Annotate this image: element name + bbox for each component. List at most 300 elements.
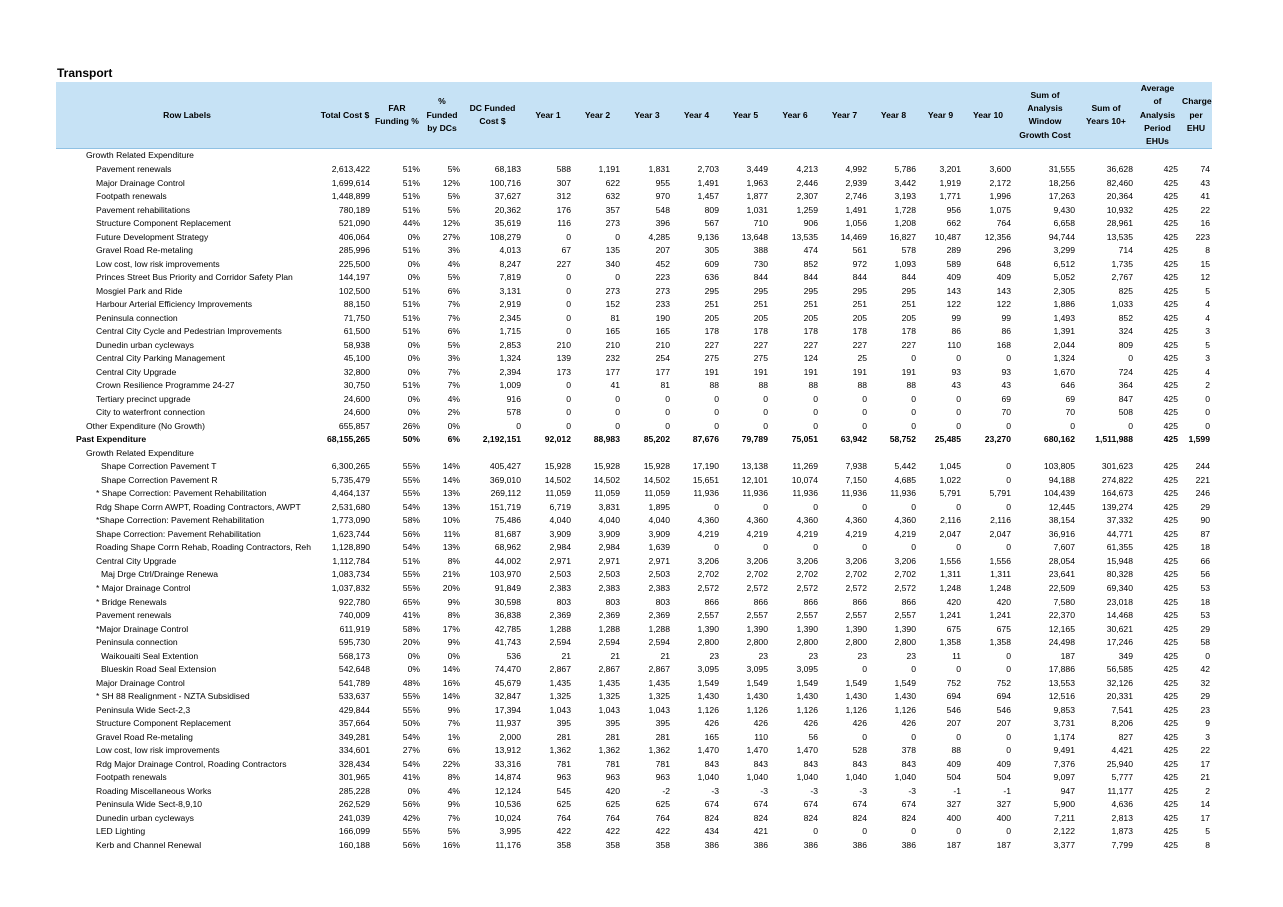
table-cell: 357	[605, 204, 620, 215]
table-cell: 54%	[402, 542, 420, 553]
table-row	[56, 528, 1212, 542]
table-cell: 426	[704, 718, 719, 729]
table-cell: 400	[996, 812, 1011, 823]
table-cell: 94,744	[1048, 231, 1075, 242]
table-cell: 844	[852, 272, 867, 283]
table-cell: 7,607	[1053, 542, 1075, 553]
table-cell: 7,938	[845, 461, 867, 472]
table-cell: 694	[946, 691, 961, 702]
table-cell: 0%	[447, 420, 460, 431]
table-cell: 6,512	[1053, 258, 1075, 269]
table-cell: 395	[605, 718, 620, 729]
table-cell: 2,703	[697, 164, 719, 174]
row-label: Low cost, low risk improvements	[96, 745, 220, 756]
table-cell: 4,360	[697, 515, 719, 526]
table-cell: 1,549	[894, 677, 916, 688]
table-cell: 9,491	[1053, 745, 1075, 756]
table-cell: 844	[753, 272, 768, 283]
table-cell: 843	[704, 758, 719, 769]
table-cell: 1,248	[939, 582, 961, 593]
table-cell: 1,040	[796, 772, 818, 783]
table-cell: 0	[911, 353, 916, 364]
table-cell: 2,307	[796, 191, 818, 202]
table-row	[56, 825, 1212, 839]
table-cell: 852	[1118, 312, 1133, 323]
table-cell: 68,183	[494, 164, 521, 174]
row-label: Other Expenditure (No Growth)	[86, 420, 205, 431]
table-cell: 0	[813, 542, 818, 553]
table-cell: 0	[1205, 420, 1210, 431]
table-cell: 3,206	[845, 555, 867, 566]
table-cell: 1,362	[648, 745, 670, 756]
table-cell: 843	[852, 758, 867, 769]
table-cell: 17,886	[1048, 664, 1075, 675]
table-cell: 425	[1163, 164, 1178, 174]
table-cell: 3,831	[598, 501, 620, 512]
table-cell: 178	[852, 326, 867, 337]
table-cell: 3,206	[697, 555, 719, 566]
table-cell: 15,651	[692, 474, 719, 485]
table-cell: 5,900	[1053, 799, 1075, 810]
table-cell: 2,305	[1053, 285, 1075, 296]
table-cell: 809	[704, 204, 719, 215]
table-cell: -1	[1003, 785, 1011, 796]
table-cell: 409	[946, 758, 961, 769]
column-header: Row Labels	[56, 82, 318, 149]
table-cell: 4,040	[549, 515, 571, 526]
table-cell: 541,789	[338, 677, 370, 688]
table-cell: -3	[760, 785, 768, 796]
table-cell: 88,983	[593, 434, 620, 445]
table-cell: 4,219	[894, 528, 916, 539]
column-header: DC Funded Cost $	[462, 82, 523, 149]
table-cell: 425	[1163, 718, 1178, 729]
table-row	[56, 204, 1212, 218]
table-cell: 1,045	[939, 461, 961, 472]
table-row	[56, 271, 1212, 285]
table-cell: 251	[704, 299, 719, 310]
table-cell: 843	[901, 758, 916, 769]
table-cell: 191	[753, 366, 768, 377]
row-label: Gravel Road Re-metaling	[96, 731, 193, 742]
table-cell: 31,555	[1048, 164, 1075, 174]
table-cell: 16	[1200, 218, 1210, 229]
table-cell: 35,619	[494, 218, 521, 229]
table-cell: 14	[1200, 799, 1210, 810]
table-cell: 187	[996, 839, 1011, 850]
table-cell: 0	[862, 501, 867, 512]
table-cell: 970	[655, 191, 670, 202]
row-label: Harbour Arterial Efficiency Improvements	[96, 299, 253, 310]
table-cell: 1,670	[1053, 366, 1075, 377]
row-label: Tertiary precinct upgrade	[96, 393, 191, 404]
table-cell: 425	[1163, 218, 1178, 229]
table-cell: 275	[753, 353, 768, 364]
table-cell: 2,572	[746, 582, 768, 593]
table-cell: 866	[753, 596, 768, 607]
table-cell: 18	[1200, 542, 1210, 553]
row-label: Rdg Major Drainage Control, Roading Contractors	[96, 758, 287, 769]
table-cell: 0	[956, 501, 961, 512]
table-cell: 2,813	[1111, 812, 1133, 823]
table-cell: 37,627	[494, 191, 521, 202]
table-cell: 20,362	[494, 204, 521, 215]
table-cell: 50%	[402, 434, 420, 445]
table-cell: 90	[1200, 515, 1210, 526]
table-cell: 548	[655, 204, 670, 215]
table-cell: 420	[996, 596, 1011, 607]
table-cell: 24,600	[343, 407, 370, 418]
table-cell: 54%	[402, 731, 420, 742]
table-cell: 23	[906, 650, 916, 661]
table-cell: 12	[1200, 272, 1210, 283]
table-cell: 955	[655, 177, 670, 188]
column-header: Charge per EHU	[1180, 82, 1212, 149]
table-cell: 74,470	[494, 664, 521, 675]
table-cell: 42	[1200, 664, 1210, 675]
table-row	[56, 474, 1212, 488]
table-cell: 740,009	[338, 610, 370, 621]
table-cell: 43	[1200, 177, 1210, 188]
table-cell: 2,383	[549, 582, 571, 593]
table-cell: 4%	[447, 393, 460, 404]
table-cell: 21	[610, 650, 620, 661]
table-cell: 6%	[447, 285, 460, 296]
table-cell: 0	[911, 407, 916, 418]
table-cell: 14,469	[840, 231, 867, 242]
table-cell: 425	[1163, 461, 1178, 472]
table-cell: 386	[901, 839, 916, 850]
table-row	[56, 433, 1212, 447]
table-cell: 14%	[442, 461, 460, 472]
table-cell: 334,601	[338, 745, 370, 756]
table-cell: 1,895	[648, 501, 670, 512]
table-cell: 0	[566, 285, 571, 296]
table-cell: 241,039	[338, 812, 370, 823]
table-cell: 422	[556, 826, 571, 837]
table-cell: 274,822	[1101, 474, 1133, 485]
table-row	[56, 339, 1212, 353]
table-cell: 2,867	[598, 664, 620, 675]
table-cell: 0	[1006, 650, 1011, 661]
table-cell: 100,716	[489, 177, 521, 188]
table-cell: 0	[862, 393, 867, 404]
table-cell: 69	[1065, 393, 1075, 404]
table-cell	[918, 149, 963, 163]
table-cell: 312	[556, 191, 571, 202]
table-cell: 425	[1163, 501, 1178, 512]
table-cell: 0	[714, 542, 719, 553]
table-cell: 6,658	[1053, 218, 1075, 229]
table-cell: 0	[1006, 664, 1011, 675]
table-cell: 7,376	[1053, 758, 1075, 769]
table-cell: 1,639	[648, 542, 670, 553]
table-cell: 1,248	[989, 582, 1011, 593]
table-cell: 1,043	[549, 704, 571, 715]
column-header: Year 2	[573, 82, 622, 149]
table-cell: 1,288	[549, 623, 571, 634]
table-cell: 1,325	[648, 691, 670, 702]
table-cell: 1,699,614	[331, 177, 370, 188]
table-cell: 2	[1205, 785, 1210, 796]
table-cell: 296	[996, 245, 1011, 256]
table-cell: 922,780	[338, 596, 370, 607]
table-cell: 122	[946, 299, 961, 310]
table-cell: 45,679	[494, 677, 521, 688]
table-cell: 425	[1163, 677, 1178, 688]
table-cell: 55%	[402, 461, 420, 472]
table-row	[56, 771, 1212, 785]
table-cell: 636	[704, 272, 719, 283]
table-cell: 18	[1200, 596, 1210, 607]
row-label: Footpath renewals	[96, 772, 167, 783]
table-cell	[1013, 149, 1077, 163]
table-cell: 227	[803, 339, 818, 350]
table-cell: 1,430	[697, 691, 719, 702]
table-cell: 13,535	[1106, 231, 1133, 242]
row-label: Blueskin Road Seal Extension	[101, 664, 217, 675]
table-row	[56, 609, 1212, 623]
table-cell: 223	[655, 272, 670, 283]
table-cell: 5,735,479	[331, 474, 370, 485]
table-cell: 273	[655, 285, 670, 296]
row-label: Future Development Strategy	[96, 231, 209, 242]
table-cell: 504	[996, 772, 1011, 783]
table-cell: 2,557	[697, 610, 719, 621]
table-cell	[918, 447, 963, 461]
table-cell: 12,356	[984, 231, 1011, 242]
table-cell: 1,043	[648, 704, 670, 715]
table-cell: 589	[946, 258, 961, 269]
table-cell: 947	[1060, 785, 1075, 796]
table-cell: 2,369	[598, 610, 620, 621]
table-cell: 2,369	[549, 610, 571, 621]
table-cell: 43	[951, 380, 961, 391]
table-cell: 227	[556, 258, 571, 269]
table-cell	[869, 149, 918, 163]
table-cell: 58	[1200, 637, 1210, 648]
table-cell: 425	[1163, 731, 1178, 742]
table-cell: 724	[1118, 366, 1133, 377]
table-cell: 223	[1195, 231, 1210, 242]
table-cell: 23	[808, 650, 818, 661]
table-cell: 420	[605, 785, 620, 796]
table-cell: 369,010	[489, 474, 521, 485]
table-cell: 23,018	[1106, 596, 1133, 607]
table-cell: 1,288	[598, 623, 620, 634]
table-cell: 15,928	[643, 461, 670, 472]
table-cell: 2,800	[796, 637, 818, 648]
table-cell: 425	[1163, 366, 1178, 377]
table-cell: 0	[1006, 353, 1011, 364]
table-cell: 3%	[447, 245, 460, 256]
table-cell: 0	[763, 407, 768, 418]
table-cell: 809	[1118, 339, 1133, 350]
table-cell: 0	[1006, 461, 1011, 472]
table-cell: 32,847	[494, 691, 521, 702]
table-cell: 45,100	[343, 353, 370, 364]
table-cell: 622	[605, 177, 620, 188]
table-cell: 41	[1200, 191, 1210, 202]
table-cell: 15,928	[544, 461, 571, 472]
table-cell: 160,188	[338, 839, 370, 850]
table-cell: 609	[704, 258, 719, 269]
table-cell: 2%	[447, 407, 460, 418]
table-cell: 1,430	[845, 691, 867, 702]
table-cell: 358	[605, 839, 620, 850]
table-cell: 425	[1163, 204, 1178, 215]
table-cell: 0	[763, 420, 768, 431]
table-cell: 102,500	[338, 285, 370, 296]
table-cell	[1077, 149, 1135, 163]
table-cell: 328,434	[338, 758, 370, 769]
table-cell: 56%	[402, 528, 420, 539]
table-cell: 1,031	[746, 204, 768, 215]
table-cell: 425	[1163, 299, 1178, 310]
table-cell: 5,777	[1111, 772, 1133, 783]
table-cell: 2,503	[648, 569, 670, 580]
table-cell: 295	[901, 285, 916, 296]
table-cell: 69,340	[1106, 582, 1133, 593]
table-cell: 11,059	[644, 488, 670, 499]
table-cell: 13%	[442, 542, 460, 553]
row-label: Shape Correction: Pavement Rehabilitation	[96, 528, 261, 539]
table-cell: 23	[857, 650, 867, 661]
table-cell	[1180, 447, 1212, 461]
row-label: Low cost, low risk improvements	[96, 258, 220, 269]
table-cell: 1,324	[1053, 353, 1075, 364]
table-cell: 4	[1205, 312, 1210, 323]
table-cell: -1	[953, 785, 961, 796]
table-cell: 205	[852, 312, 867, 323]
table-cell: 425	[1163, 285, 1178, 296]
table-cell: 32,800	[343, 366, 370, 377]
table-cell: 1,493	[1053, 312, 1075, 323]
table-cell: 122	[996, 299, 1011, 310]
table-cell: 2,572	[697, 582, 719, 593]
table-cell: 866	[901, 596, 916, 607]
table-cell: 43	[1001, 380, 1011, 391]
table-cell: 425	[1163, 488, 1178, 499]
table-cell: 11	[952, 650, 961, 661]
table-cell: 7%	[447, 380, 460, 391]
table-cell: 1,549	[796, 677, 818, 688]
table-cell: 2,594	[549, 637, 571, 648]
table-cell: 6,300,265	[331, 461, 370, 472]
row-label: Structure Component Replacement	[96, 718, 231, 729]
table-cell: 1,390	[697, 623, 719, 634]
table-row	[56, 379, 1212, 393]
table-cell: 262,529	[338, 799, 370, 810]
table-cell: 0	[862, 664, 867, 675]
table-cell: 2,047	[989, 528, 1011, 539]
row-label: * Shape Correction: Pavement Rehabilitation	[96, 488, 267, 499]
table-cell: 14%	[442, 691, 460, 702]
table-row	[56, 177, 1212, 191]
table-row	[56, 352, 1212, 366]
table-cell: 233	[655, 299, 670, 310]
row-label: LED Lighting	[96, 826, 146, 837]
table-cell: -3	[810, 785, 818, 796]
table-row	[56, 447, 1212, 461]
table-cell: 425	[1163, 393, 1178, 404]
table-cell: 388	[753, 245, 768, 256]
table-cell: 51%	[402, 245, 420, 256]
table-cell: 44%	[402, 218, 420, 229]
table-cell: 1,325	[549, 691, 571, 702]
table-cell: 2,800	[894, 637, 916, 648]
table-cell: 1,430	[894, 691, 916, 702]
table-cell: 0	[615, 420, 620, 431]
table-cell: 205	[704, 312, 719, 323]
row-label: Footpath renewals	[96, 191, 167, 202]
table-cell: 1,040	[746, 772, 768, 783]
table-cell: 1,126	[746, 704, 768, 715]
table-cell: 675	[996, 623, 1011, 634]
table-cell: 87	[1200, 528, 1210, 539]
table-cell: 2,557	[796, 610, 818, 621]
table-cell: 227	[852, 339, 867, 350]
table-cell: 0	[1006, 420, 1011, 431]
table-cell: 92,012	[544, 434, 571, 445]
table-cell: 27%	[442, 231, 460, 242]
table-row	[56, 231, 1212, 245]
table-cell: 295	[753, 285, 768, 296]
table-cell: 1,771	[939, 191, 961, 202]
table-cell: 9,430	[1053, 204, 1075, 215]
table-cell: 11,177	[1107, 785, 1133, 796]
table-cell: 3,095	[796, 664, 818, 675]
table-cell: 1,773,090	[331, 515, 370, 526]
table-cell: 2,572	[845, 582, 867, 593]
row-label: Major Drainage Control	[96, 677, 185, 688]
table-cell: 533,637	[338, 691, 370, 702]
table-cell: 55%	[402, 582, 420, 593]
table-cell: 55%	[402, 569, 420, 580]
table-cell: 3,377	[1053, 839, 1075, 850]
table-body	[56, 149, 1212, 852]
table-cell: 906	[803, 218, 818, 229]
table-cell: 33,316	[494, 758, 521, 769]
table-cell: 7%	[447, 366, 460, 377]
table-cell: 11,936	[792, 488, 818, 499]
table-cell: 0	[911, 501, 916, 512]
table-cell	[1135, 149, 1180, 163]
table-cell: 178	[803, 326, 818, 337]
table-cell: 425	[1163, 245, 1178, 256]
table-cell: 13,535	[791, 231, 818, 242]
table-cell: 5,786	[894, 164, 916, 174]
table-cell: 22	[1200, 204, 1210, 215]
table-row	[56, 568, 1212, 582]
table-cell: 251	[901, 299, 916, 310]
table-cell: 227	[704, 339, 719, 350]
table-cell: 824	[753, 812, 768, 823]
table-cell: 675	[946, 623, 961, 634]
table-cell: 144,197	[338, 272, 370, 283]
table-cell: 674	[753, 799, 768, 810]
table-cell: 75,051	[791, 434, 818, 445]
table-cell: 5,791	[939, 488, 961, 499]
table-cell: 177	[605, 366, 620, 377]
table-cell: 425	[1163, 380, 1178, 391]
table-cell: 824	[704, 812, 719, 823]
table-cell: 20%	[402, 637, 420, 648]
table-cell: 17	[1200, 758, 1210, 769]
table-cell: 425	[1163, 434, 1178, 445]
table-cell: 281	[556, 731, 571, 742]
table-cell: 4,040	[598, 515, 620, 526]
